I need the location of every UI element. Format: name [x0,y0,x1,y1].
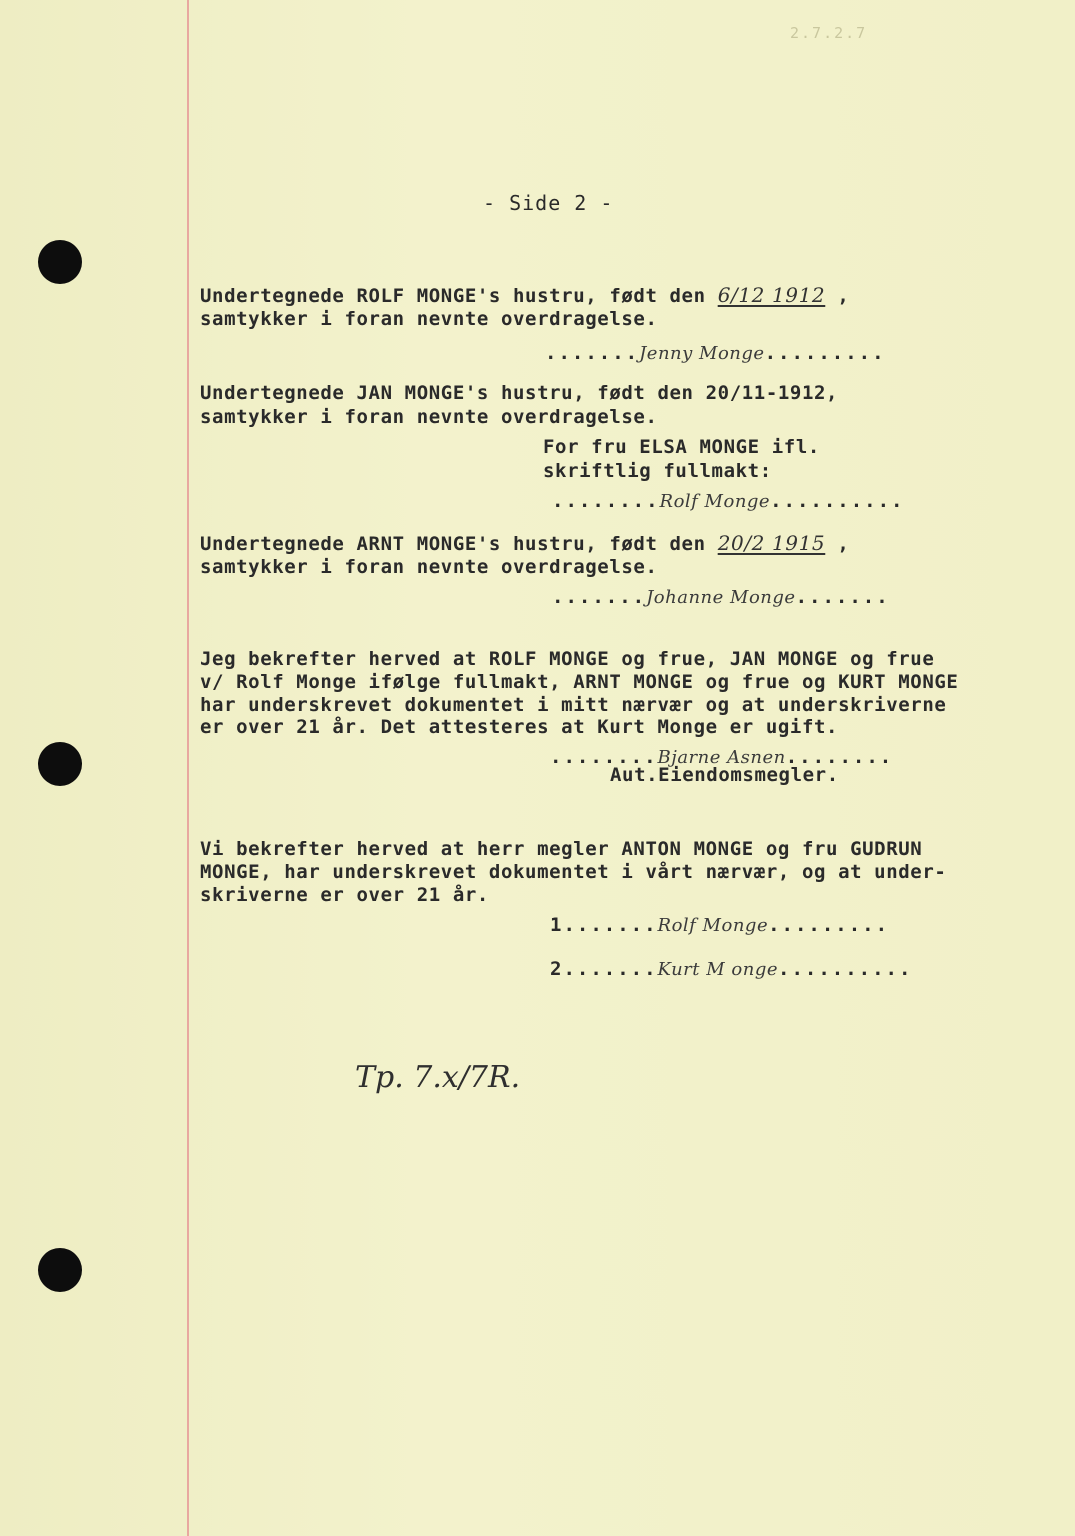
block4-signature-line: ........Bjarne Asnen........ [550,746,894,768]
corner-mark: 2.7.2.7 [790,24,868,42]
block5-witness2-line: 2.......Kurt M onge.......... [550,958,913,980]
handwritten-annotation: Tp. 7.x/7R. [355,1060,521,1095]
signature: Kurt M onge [657,959,778,980]
block2-line2: samtykker i foran nevnte overdragelse. [200,406,658,428]
block3-signature-line: .......Johanne Monge....... [552,586,890,608]
block5-witness1-line: 1.......Rolf Monge......... [550,914,890,936]
block4-line2: v/ Rolf Monge ifølge fullmakt, ARNT MONGE og frue og KURT MONGE [200,671,959,693]
signature: Bjarne Asnen [657,747,786,768]
block3-line2: samtykker i foran nevnte overdragelse. [200,556,658,578]
block1-line2: samtykker i foran nevnte overdragelse. [200,308,658,330]
signature: Rolf Monge [657,915,769,936]
block2-line3: For fru ELSA MONGE ifl. [543,436,820,458]
punch-hole-top [38,240,82,284]
block2-signature-line: ........Rolf Monge.......... [552,490,905,512]
signature: Johanne Monge [646,587,796,608]
block2-line1: Undertegnede JAN MONGE's hustru, født den 20/11-1912, [200,382,839,404]
block5-line2: MONGE, har underskrevet dokumentet i vårt nærvær, og at under- [200,861,947,883]
block4-line4: er over 21 år. Det attesteres at Kurt Monge er ugift. [200,716,839,738]
signature: Jenny Monge [639,343,765,364]
block3-birthdate: 20/2 1915 [717,531,826,555]
margin-rule [187,0,189,1536]
block4-line3: har underskrevet dokumentet i mitt nærvær og at underskriverne [200,694,947,716]
block1-birthdate: 6/12 1912 [717,283,826,307]
block2-line4: skriftlig fullmakt: [543,460,772,482]
block1-signature-line: .......Jenny Monge......... [545,342,886,364]
signature: Rolf Monge [659,491,771,512]
block1-line1: Undertegnede ROLF MONGE's hustru, født den 6/12 1912 , [200,283,850,307]
page-title: - Side 2 - [483,191,614,215]
block4-title: Aut.Eiendomsmegler. [610,764,839,786]
block5-line1: Vi bekrefter herved at herr megler ANTON MONGE og fru GUDRUN [200,838,923,860]
punch-hole-middle [38,742,82,786]
punch-hole-bottom [38,1248,82,1292]
block4-line1: Jeg bekrefter herved at ROLF MONGE og frue, JAN MONGE og frue [200,648,935,670]
block5-line3: skriverne er over 21 år. [200,884,489,906]
block3-line1: Undertegnede ARNT MONGE's hustru, født den 20/2 1915 , [200,531,850,555]
